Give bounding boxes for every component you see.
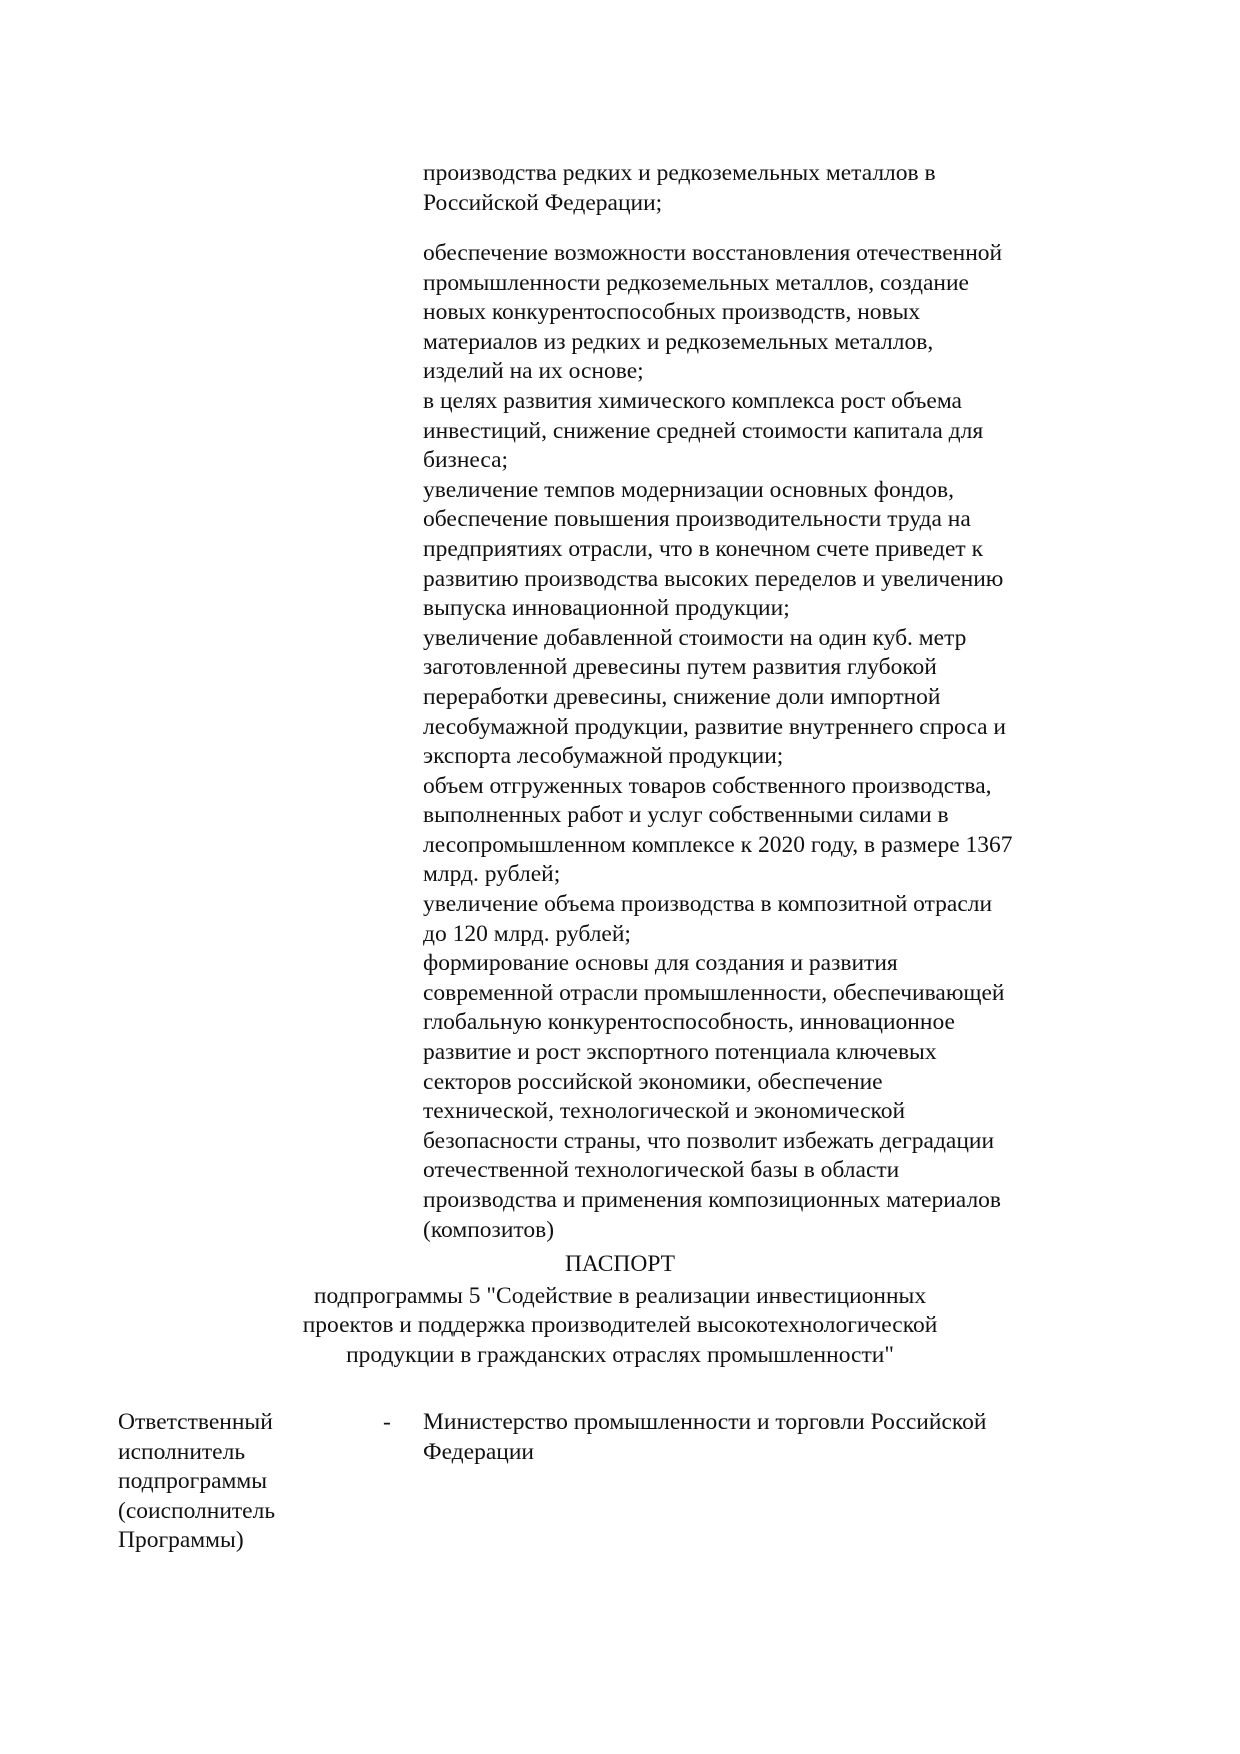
passport-row-dash: - [383,1409,391,1435]
text-line: лесопромышленном комплексе к 2020 году, в размере 1367 [423,831,1013,858]
label-line: Программы) [118,1527,244,1554]
text-line: глобальную конкурентоспособность, инновационное [423,1009,955,1036]
text-line: в целях развития химического комплекса рост объема [423,387,962,414]
passport-row-value [423,1408,1063,1467]
text-line: формирование основы для создания и развития [423,950,898,977]
passport-subtitle-line: подпрограммы 5 "Содействие в реализации инвестиционных [313,1282,927,1309]
passport-subtitle-line: проектов и поддержка производителей высокотехнологической [302,1312,938,1339]
text-line: до 120 млрд. рублей; [423,920,631,947]
label-line: Ответственный [118,1409,273,1435]
text-line: обеспечение повышения производительности труда на [423,506,971,533]
text-line: изделий на их основе; [423,358,644,385]
text-line: выпуска инновационной продукции; [423,595,790,622]
passport-subtitle-line: продукции в гражданских отраслях промышленности" [346,1341,894,1368]
passport-heading [200,1250,1040,1370]
passport-title: ПАСПОРТ [564,1251,676,1277]
value-line: Федерации [423,1438,534,1465]
text-line: технической, технологической и экономической [423,1098,906,1125]
text-line: материалов из редких и редкоземельных металлов, [423,328,934,355]
label-line: (соисполнитель [118,1497,276,1524]
text-line: отечественной технологической базы в области [423,1157,900,1184]
continuation-paragraph [423,159,1063,218]
text-line: развитию производства высоких переделов и увеличению [423,565,1004,592]
label-line: исполнитель [118,1438,246,1465]
value-line: Министерство промышленности и торговли Российской [423,1409,987,1435]
text-line: объем отгруженных товаров собственного производства, [423,772,992,799]
text-line: промышленности редкоземельных металлов, создание [423,269,969,296]
text-line: (композитов) [423,1216,555,1243]
text-line: лесобумажной продукции, развитие внутреннего спроса и [423,713,1006,740]
text-line: обеспечение возможности восстановления отечественной [423,240,1003,266]
text-line: развитие и рост экспортного потенциала ключевых [423,1039,937,1066]
text-line: производства и применения композиционных материалов [423,1187,1002,1213]
passport-row-label [118,1408,348,1556]
text-line: Российской Федерации; [423,189,663,216]
text-line: инвестиций, снижение средней стоимости капитала для [423,417,984,444]
text-line: экспорта лесобумажной продукции; [423,743,784,770]
text-line: переработки древесины, снижение доли импортной [423,683,941,710]
text-line: увеличение объема производства в композитной отрасли [423,891,993,918]
text-line: производства редких и редкоземельных металлов в [423,160,936,186]
text-line: безопасности страны, что позволит избежать деградации [423,1127,995,1154]
label-line: подпрограммы [118,1468,268,1495]
text-line: новых конкурентоспособных производств, новых [423,299,921,326]
text-line: увеличение темпов модернизации основных фондов, [423,476,954,503]
text-line: увеличение добавленной стоимости на один куб. метр [423,624,967,651]
text-line: млрд. рублей; [423,861,561,888]
text-line: бизнеса; [423,447,509,474]
text-line: секторов российской экономики, обеспечение [423,1068,883,1095]
text-line: предприятиях отрасли, что в конечном счете приведет к [423,535,983,562]
text-line: выполненных работ и услуг собственными силами в [423,802,949,829]
text-line: заготовленной древесины путем развития глубокой [423,654,937,681]
goals-paragraph [423,239,1063,1245]
text-line: современной отрасли промышленности, обеспечивающей [423,979,1005,1006]
